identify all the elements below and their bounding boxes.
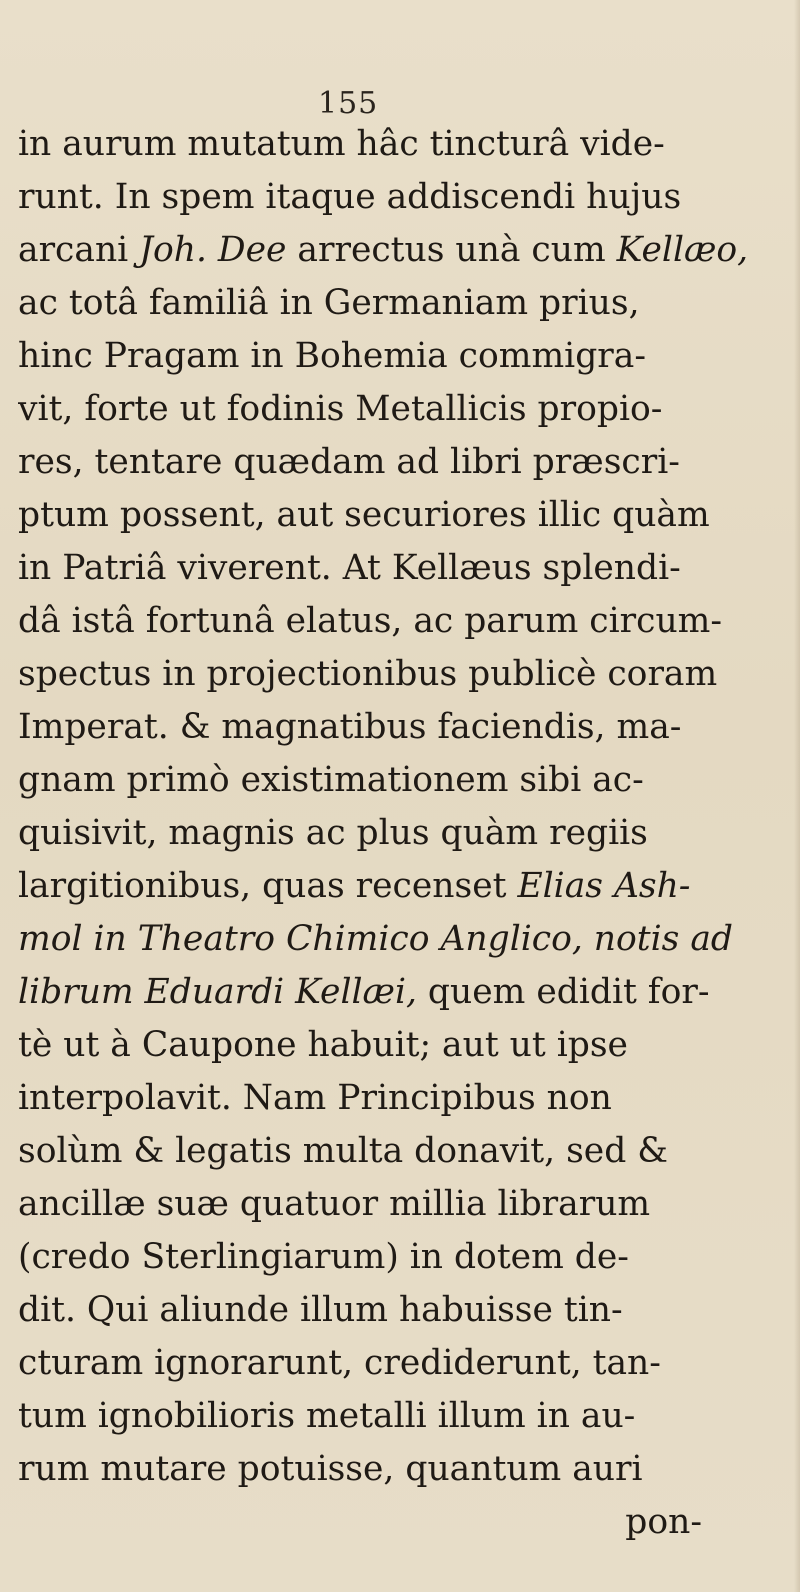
text-line: in aurum mutatum hâc tincturâ vide- [18,124,665,164]
text-line: Imperat. & magnatibus faciendis, ma- [18,707,682,747]
text-line: rum mutare potuisse, quantum auri [18,1449,643,1489]
text-line: tè ut à Caupone habuit; aut ut ipse [18,1025,628,1065]
text-line: res, tentare quædam ad libri præscri- [18,442,680,482]
text-line: dit. Qui aliunde illum habuisse tin- [18,1290,623,1330]
text-line: arcani Joh. Dee arrectus unà cum Kellæo, [18,230,749,270]
text-line: librum Eduardi Kellæi, quem edidit for- [18,972,710,1012]
text-line: vit, forte ut fodinis Metallicis propio- [18,389,663,429]
text-line: mol in Theatro Chimico Anglico, notis ad [18,919,733,959]
text-line: ancillæ suæ quatuor millia librarum [18,1184,651,1224]
text-line: ptum possent, aut securiores illic quàm [18,495,710,535]
body-text [18,118,792,1549]
text-line: dâ istâ fortunâ elatus, ac parum circum- [18,601,723,641]
text-line: cturam ignorarunt, crediderunt, tan- [18,1343,661,1383]
text-line: hinc Pragam in Bohemia commigra- [18,336,646,376]
page-edge-shadow [794,0,800,1592]
text-line: gnam primò existimationem sibi ac- [18,760,644,800]
text-line: largitionibus, quas recenset Elias Ash- [18,866,691,906]
text-line: ac totâ familiâ in Germaniam prius, [18,283,640,323]
catchword: pon- [625,1502,702,1542]
text-line: solùm & legatis multa donavit, sed & [18,1131,668,1171]
text-line: quisivit, magnis ac plus quàm regiis [18,813,648,853]
text-line: tum ignobilioris metalli illum in au- [18,1396,636,1436]
text-line: interpolavit. Nam Principibus non [18,1078,612,1118]
text-line: spectus in projectionibus publicè coram [18,654,718,694]
page-number: 155 [318,86,379,121]
text-line: (credo Sterlingiarum) in dotem de- [18,1237,629,1277]
text-line: runt. In spem itaque addiscendi hujus [18,177,682,217]
text-line: in Patriâ viverent. At Kellæus splendi- [18,548,681,588]
